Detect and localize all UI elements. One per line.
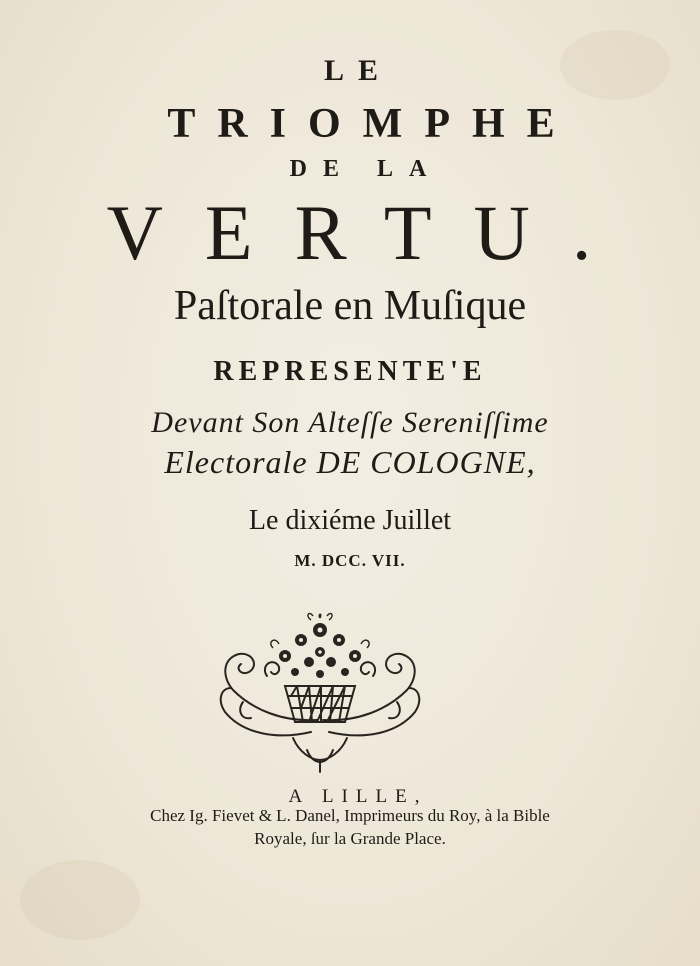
title-triomphe: TRIOMPHE: [167, 101, 577, 147]
imprint-place: A LILLE,: [288, 786, 428, 807]
title-vertu: VERTU.: [106, 189, 634, 276]
imprint-printer-line2: Royale, ſur la Grande Place.: [254, 829, 446, 848]
line-represente: REPRESENTE'E: [213, 356, 487, 387]
line-electorale: Electorale DE COLOGNE,: [164, 444, 536, 480]
performance-year: M. DCC. VII.: [294, 551, 406, 570]
title-de-la: DE LA: [289, 156, 443, 182]
floral-basket-ornament-icon: [213, 610, 427, 775]
performance-date: Le dixiéme Juillet: [248, 505, 452, 536]
paper-stain: [20, 860, 140, 940]
line-devant: Devant Son Alteſſe Sereniſſime: [151, 406, 549, 439]
title-le: LE: [323, 54, 393, 87]
subtitle-pastorale: Paſtorale en Muſique: [173, 283, 527, 329]
imprint-printer-line1: Chez Ig. Fievet & L. Danel, Imprimeurs du Roy, à la Bible: [150, 806, 550, 825]
